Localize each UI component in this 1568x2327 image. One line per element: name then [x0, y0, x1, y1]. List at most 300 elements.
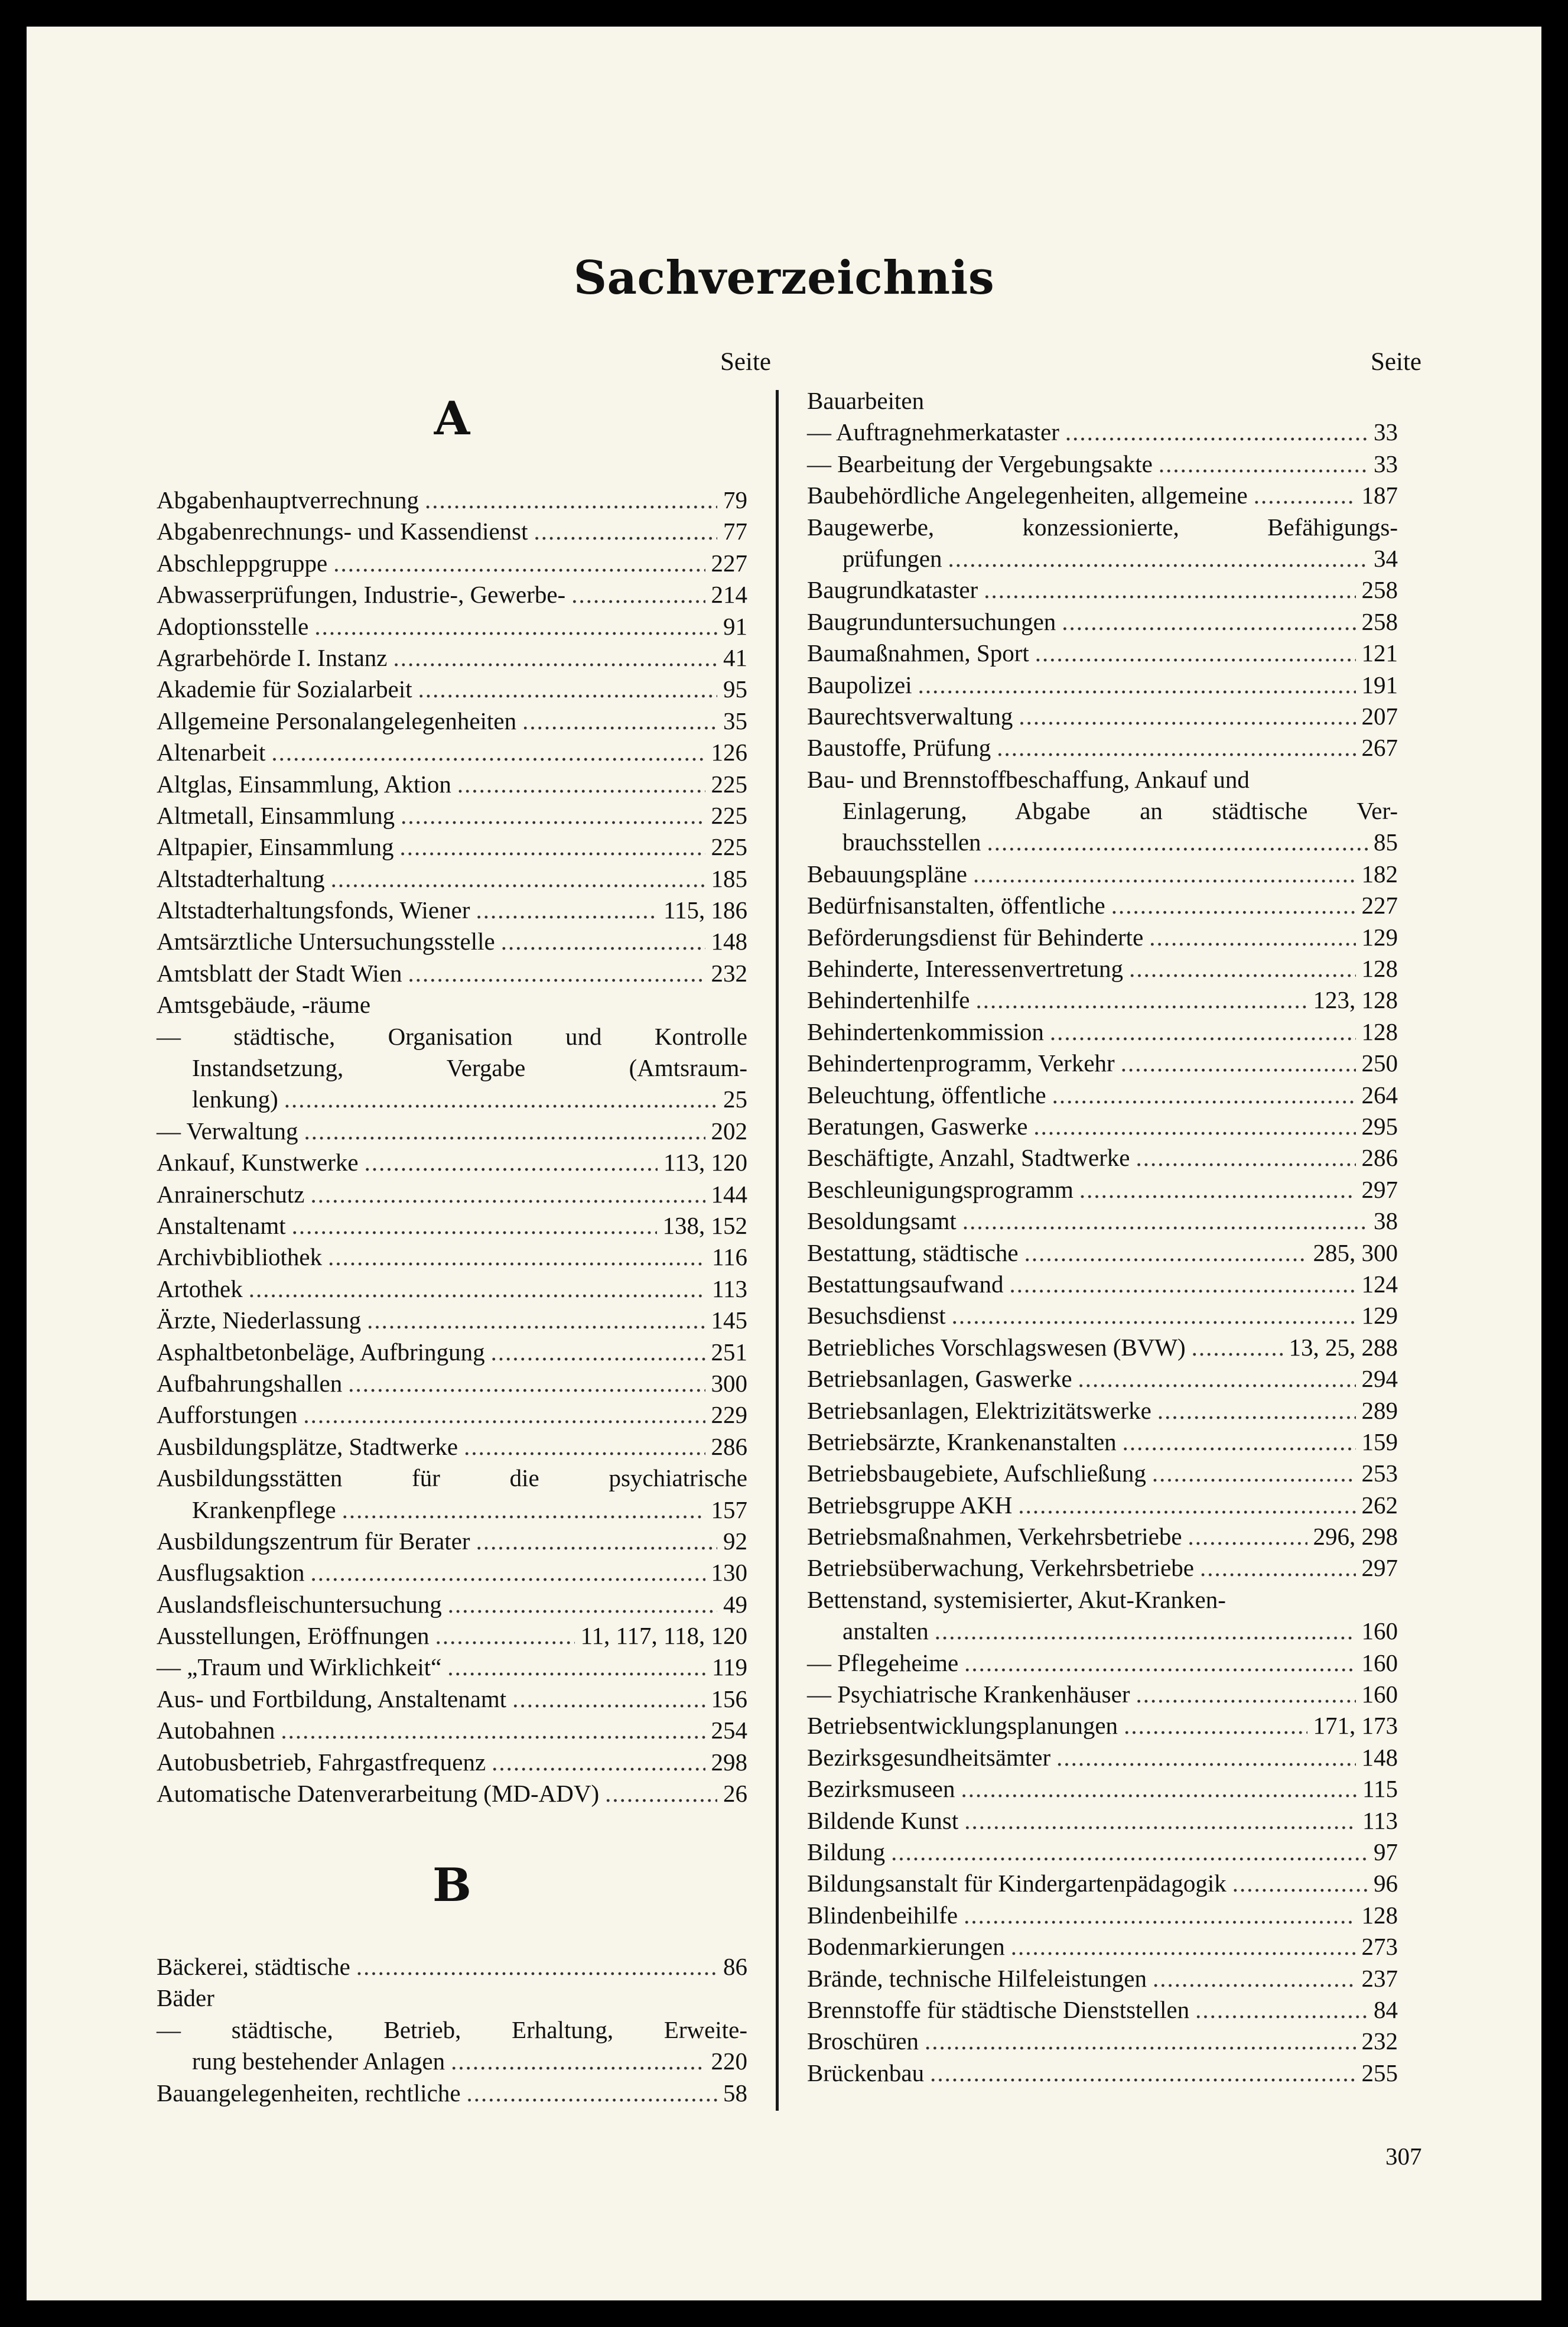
- dot-leader: [891, 1837, 1368, 1868]
- index-entry-page: 113: [1362, 1806, 1398, 1834]
- index-entry-term: Akademie für Sozialarbeit: [157, 675, 412, 703]
- dot-leader: [310, 1179, 705, 1210]
- dot-leader: [271, 737, 705, 768]
- index-entry-page: 298: [711, 1748, 747, 1776]
- index-entry: [807, 606, 1398, 638]
- index-entry-term: Betriebsbaugebiete, Aufschließung: [807, 1460, 1146, 1487]
- index-entry-page: 267: [1361, 734, 1398, 762]
- index-entry: [157, 1652, 747, 1683]
- dot-leader: [948, 543, 1368, 574]
- index-entry: [807, 1552, 1398, 1584]
- index-entry: [807, 512, 1398, 543]
- dot-leader: [249, 1273, 706, 1305]
- index-entry-term: Altmetall, Einsammlung: [157, 801, 395, 829]
- index-entry-page: 96: [1374, 1870, 1398, 1897]
- dot-leader: [964, 1647, 1355, 1679]
- index-entry-page: 237: [1361, 1964, 1398, 1992]
- dot-leader: [918, 670, 1356, 701]
- index-entry-term: Altpapier, Einsammlung: [157, 833, 394, 861]
- index-entry-term: Altstadterhaltung: [157, 864, 325, 892]
- index-entry-term: Bäder: [157, 1984, 214, 2012]
- dot-leader: [464, 1431, 705, 1462]
- index-entry-page: 227: [1361, 892, 1398, 919]
- index-entry-term: Baugrunduntersuchungen: [807, 607, 1056, 635]
- index-entry-term: Bodenmarkierungen: [807, 1933, 1005, 1961]
- dot-leader: [399, 831, 705, 863]
- dot-leader: [1129, 953, 1355, 984]
- dot-leader: [1050, 1016, 1356, 1048]
- index-entry: [157, 769, 747, 800]
- index-entry-page: 113, 120: [663, 1149, 747, 1176]
- index-entry: [807, 1773, 1398, 1805]
- index-entry-term: Beschleunigungsprogramm: [807, 1175, 1073, 1203]
- index-entry-term: Brückenbau: [807, 2059, 925, 2086]
- index-entry-term: Amtsgebäude, -räume: [157, 991, 371, 1019]
- index-entry-page: 128: [1361, 955, 1398, 983]
- index-entry-page: 160: [1361, 1617, 1398, 1645]
- dot-leader: [1152, 1458, 1356, 1489]
- dot-leader: [1011, 1931, 1356, 1962]
- index-entry-page: 182: [1361, 860, 1398, 888]
- index-entry: [157, 989, 747, 1020]
- index-entry: [807, 1584, 1398, 1616]
- dot-leader: [365, 1147, 658, 1178]
- index-entry: [807, 1332, 1398, 1363]
- index-entry-page: 116: [712, 1243, 747, 1271]
- index-entry-term: Betriebsanlagen, Elektrizitätswerke: [807, 1396, 1151, 1424]
- index-entry-term: Abschleppgruppe: [157, 549, 328, 577]
- index-entry-page: 156: [711, 1685, 747, 1712]
- dot-leader: [925, 2026, 1355, 2057]
- dot-leader: [1052, 1080, 1356, 1111]
- index-entry-page: 185: [711, 864, 747, 892]
- index-entry-page: 35: [723, 707, 747, 734]
- dot-leader: [476, 1526, 717, 1557]
- index-entry-page: 262: [1361, 1491, 1398, 1519]
- index-entry-term: Behinderte, Interessenvertretung: [807, 955, 1124, 983]
- dot-leader: [976, 984, 1307, 1016]
- index-entry-term: Bäckerei, städtische: [157, 1953, 350, 1980]
- dot-leader: [492, 1747, 705, 1778]
- seite-label-right: Seite: [1371, 348, 1421, 376]
- index-entry-term: Beförderungsdienst für Behinderte: [807, 923, 1144, 951]
- index-entry-term: Bezirksmuseen: [807, 1775, 955, 1803]
- dot-leader: [1200, 1552, 1356, 1584]
- index-entry-page: 41: [723, 644, 747, 671]
- index-entry-page: 113: [712, 1275, 747, 1302]
- dot-leader: [1232, 1868, 1368, 1899]
- index-entry: [807, 638, 1398, 669]
- dot-leader: [331, 863, 705, 895]
- index-entry-term: Betriebsgruppe AKH: [807, 1491, 1013, 1519]
- index-entry: [807, 480, 1398, 511]
- index-entry-page: 285, 300: [1313, 1239, 1398, 1266]
- index-entry-page: 49: [723, 1590, 747, 1618]
- index-entry-term: — städtische, Betrieb, Erhaltung, Erweite-: [157, 2016, 747, 2043]
- index-entry: [157, 1747, 747, 1778]
- index-entry: [157, 1052, 747, 1084]
- index-entry: [807, 543, 1398, 574]
- index-entry-page: 258: [1361, 576, 1398, 604]
- index-entry: [807, 1142, 1398, 1174]
- index-entry-term: — Auftragnehmerkataster: [807, 418, 1059, 446]
- dot-leader: [304, 1116, 705, 1147]
- index-entry: [157, 863, 747, 895]
- index-entry: [157, 1462, 747, 1494]
- dot-leader: [1153, 1963, 1356, 1994]
- dot-leader: [1024, 1237, 1307, 1269]
- index-entry-page: 157: [711, 1496, 747, 1523]
- dot-leader: [1079, 1174, 1356, 1205]
- index-entry-page: 207: [1361, 702, 1398, 730]
- index-entry-term: Brände, technische Hilfeleistungen: [807, 1964, 1147, 1992]
- right-column: [807, 27, 1421, 2300]
- index-entry: [157, 1715, 747, 1746]
- section-letter-a: A: [434, 392, 470, 446]
- dot-leader: [1009, 1269, 1355, 1300]
- index-entry-page: 160: [1361, 1681, 1398, 1708]
- dot-leader: [571, 579, 705, 610]
- index-entry-page: 126: [711, 739, 747, 766]
- dot-leader: [961, 1773, 1356, 1805]
- index-entry: [157, 1494, 747, 1526]
- index-entry: [157, 1778, 747, 1809]
- index-entry-term: Baurechtsverwaltung: [807, 702, 1013, 730]
- index-entry: [807, 2026, 1398, 2057]
- index-entry-term: — Verwaltung: [157, 1117, 298, 1145]
- dot-leader: [512, 1684, 705, 1715]
- index-entry-page: 253: [1361, 1460, 1398, 1487]
- index-entry-page: 38: [1374, 1207, 1398, 1235]
- index-entry-term: Bedürfnisanstalten, öffentliche: [807, 892, 1105, 919]
- index-entry: [157, 674, 747, 705]
- index-entry: [157, 2014, 747, 2046]
- dot-leader: [1019, 701, 1355, 732]
- index-entry-page: 191: [1361, 671, 1398, 698]
- index-entry: [807, 827, 1398, 858]
- dot-leader: [534, 516, 717, 547]
- index-entry-term: Ausbildungsplätze, Stadtwerke: [157, 1432, 458, 1460]
- index-entry-term: rung bestehender Anlagen: [192, 2048, 445, 2075]
- index-entry-page: 273: [1361, 1933, 1398, 1961]
- index-entry-term: Agrarbehörde I. Instanz: [157, 644, 388, 671]
- index-entry: [807, 1111, 1398, 1142]
- index-entry: [157, 1399, 747, 1431]
- index-entry: [807, 1837, 1398, 1868]
- index-entry: [807, 1963, 1398, 1994]
- dot-leader: [1018, 1490, 1355, 1521]
- index-entry-term: — Pflegeheime: [807, 1649, 959, 1676]
- dot-leader: [1159, 448, 1368, 480]
- index-entry: [157, 926, 747, 957]
- index-entry: [807, 1048, 1398, 1079]
- index-entry-page: 33: [1374, 450, 1398, 477]
- index-entry-page: 286: [1361, 1144, 1398, 1172]
- index-entry: [157, 1084, 747, 1115]
- index-entry-page: 25: [723, 1086, 747, 1113]
- dot-leader: [476, 895, 658, 926]
- index-entry-page: 123, 128: [1313, 986, 1398, 1014]
- dot-leader: [303, 1399, 705, 1431]
- dot-leader: [501, 926, 705, 957]
- index-entry-page: 159: [1361, 1428, 1398, 1455]
- index-entry: [157, 1179, 747, 1210]
- index-entry-page: 286: [711, 1432, 747, 1460]
- index-entry: [807, 1679, 1398, 1710]
- dot-leader: [1195, 1994, 1368, 2026]
- index-entry: [807, 1300, 1398, 1331]
- index-entry-term: Bettenstand, systemisierter, Akut-Kranken-: [807, 1585, 1226, 1613]
- index-entry-term: Altenarbeit: [157, 739, 266, 766]
- index-entry: [157, 1557, 747, 1588]
- index-entry-page: 128: [1361, 1018, 1398, 1045]
- index-entry: [807, 1521, 1398, 1552]
- index-entry-term: — Bearbeitung der Vergebungsakte: [807, 450, 1153, 477]
- index-entry: [807, 859, 1398, 890]
- index-entry: [807, 1269, 1398, 1300]
- index-entry: [157, 1982, 747, 2014]
- index-entry: [157, 2046, 747, 2077]
- index-entry-term: anstalten: [842, 1617, 929, 1645]
- index-entry-term: Anstaltenamt: [157, 1211, 286, 1239]
- index-entry-term: Altstadterhaltungsfonds, Wiener: [157, 896, 470, 924]
- dot-leader: [997, 732, 1355, 763]
- index-entry: [807, 1237, 1398, 1269]
- index-entry-term: Betriebliches Vorschlagswesen (BVW): [807, 1333, 1186, 1361]
- index-entry-page: 297: [1361, 1554, 1398, 1582]
- dot-leader: [1035, 638, 1356, 669]
- index-entry-page: 77: [723, 518, 747, 545]
- index-entry: [807, 1868, 1398, 1899]
- index-entry-page: 232: [711, 959, 747, 987]
- dot-leader: [522, 706, 717, 737]
- index-entry-term: Baupolizei: [807, 671, 912, 698]
- index-entry-page: 11, 117, 118, 120: [580, 1622, 747, 1650]
- dot-leader: [1123, 1426, 1356, 1458]
- dot-leader: [393, 642, 717, 674]
- index-entry-page: 129: [1361, 1302, 1398, 1330]
- dot-leader: [457, 769, 705, 800]
- dot-leader: [1078, 1363, 1356, 1395]
- index-entry-term: Behindertenprogramm, Verkehr: [807, 1049, 1115, 1077]
- index-entry-page: 225: [711, 770, 747, 798]
- dot-leader: [425, 485, 717, 516]
- index-entry-term: Automatische Datenverarbeitung (MD-ADV): [157, 1780, 600, 1808]
- index-entry-term: Beratungen, Gaswerke: [807, 1112, 1028, 1140]
- index-entry: [807, 1742, 1398, 1773]
- index-entry-term: Ausbildungsstätten für die psychiatrische: [157, 1464, 747, 1492]
- dot-leader: [1065, 417, 1368, 448]
- index-entry-term: Instandsetzung, Vergabe (Amtsraum-: [192, 1054, 747, 1082]
- index-entry-term: Artothek: [157, 1275, 243, 1302]
- index-entry: [807, 670, 1398, 701]
- index-entry-page: 26: [723, 1780, 747, 1808]
- dot-leader: [1033, 1111, 1355, 1142]
- index-list-b: [157, 1951, 747, 2109]
- index-entry-term: Bauangelegenheiten, rechtliche: [157, 2079, 461, 2107]
- index-entry-page: 229: [711, 1401, 747, 1429]
- dot-leader: [448, 1589, 717, 1620]
- dot-leader: [987, 827, 1368, 858]
- dot-leader: [314, 611, 717, 642]
- index-entry-term: Abgabenhauptverrechnung: [157, 486, 419, 514]
- index-entry-term: — „Traum und Wirklichkeit“: [157, 1653, 442, 1681]
- index-entry-term: Adoptionsstelle: [157, 612, 309, 640]
- index-entry: [157, 579, 747, 610]
- index-entry-page: 138, 152: [662, 1211, 747, 1239]
- index-entry-term: Baustoffe, Prüfung: [807, 734, 991, 762]
- index-entry-term: Bildung: [807, 1838, 886, 1866]
- index-entry-page: 148: [1361, 1743, 1398, 1771]
- index-entry-page: 171, 173: [1313, 1712, 1398, 1740]
- index-entry: [807, 1616, 1398, 1647]
- dot-leader: [292, 1210, 657, 1242]
- dot-leader: [281, 1715, 705, 1746]
- index-entry: [807, 1080, 1398, 1111]
- dot-leader: [408, 958, 705, 989]
- index-entry-page: 13, 25, 288: [1289, 1333, 1398, 1361]
- index-entry: [807, 1363, 1398, 1395]
- dot-leader: [1149, 922, 1355, 953]
- index-entry: [157, 516, 747, 547]
- index-entry: [807, 574, 1398, 606]
- dot-leader: [1056, 1742, 1355, 1773]
- index-entry-page: 297: [1361, 1175, 1398, 1203]
- index-entry-page: 92: [723, 1527, 747, 1555]
- dot-leader: [1124, 1710, 1307, 1741]
- index-entry-term: Bestattungsaufwand: [807, 1270, 1004, 1298]
- index-entry-term: Abwasserprüfungen, Industrie-, Gewerbe-: [157, 581, 566, 609]
- index-entry-page: 251: [711, 1338, 747, 1366]
- dot-leader: [451, 2046, 705, 2077]
- dot-leader: [333, 548, 705, 579]
- index-entry-page: 124: [1361, 1270, 1398, 1298]
- index-entry: [157, 1116, 747, 1147]
- index-entry-term: Amtsärztliche Untersuchungsstelle: [157, 928, 495, 956]
- index-entry-term: Allgemeine Personalangelegenheiten: [157, 707, 517, 734]
- dot-leader: [1121, 1048, 1356, 1079]
- index-entry-page: 294: [1361, 1365, 1398, 1393]
- index-entry-term: Behindertenkommission: [807, 1018, 1044, 1045]
- index-entry-term: Autobusbetrieb, Fahrgastfrequenz: [157, 1748, 486, 1776]
- index-entry-term: Ankauf, Kunstwerke: [157, 1149, 359, 1176]
- index-entry: [807, 764, 1398, 795]
- index-entry-page: 144: [711, 1180, 747, 1208]
- index-entry: [807, 1426, 1398, 1458]
- index-entry: [157, 1337, 747, 1368]
- dot-leader: [328, 1242, 706, 1273]
- dot-leader: [973, 859, 1356, 890]
- dot-leader: [952, 1300, 1356, 1331]
- dot-leader: [356, 1951, 717, 1982]
- index-entry-page: 202: [711, 1117, 747, 1145]
- dot-leader: [1111, 890, 1356, 921]
- index-entry: [807, 1647, 1398, 1679]
- index-entry: [807, 984, 1398, 1016]
- dot-leader: [342, 1494, 705, 1526]
- index-entry-page: 220: [711, 2048, 747, 2075]
- index-entry: [157, 1684, 747, 1715]
- index-entry-page: 119: [712, 1653, 747, 1681]
- index-entry: [157, 642, 747, 674]
- index-entry-page: 128: [1361, 1901, 1398, 1929]
- index-entry: [157, 1021, 747, 1052]
- dot-leader: [964, 1900, 1355, 1931]
- index-entry-page: 130: [711, 1559, 747, 1587]
- index-entry-term: Aufbahrungshallen: [157, 1369, 343, 1397]
- index-entry-term: Anrainerschutz: [157, 1180, 305, 1208]
- index-entry-page: 85: [1374, 828, 1398, 856]
- index-entry-term: prüfungen: [842, 544, 942, 572]
- index-entry-term: Einlagerung, Abgabe an städtische Ver-: [842, 797, 1398, 825]
- index-entry: [807, 890, 1398, 921]
- index-entry-term: lenkung): [192, 1086, 278, 1113]
- column-divider: [776, 390, 779, 2111]
- index-entry-term: Behindertenhilfe: [807, 986, 970, 1014]
- index-entry-page: 121: [1361, 639, 1398, 667]
- index-entry-term: Betriebsüberwachung, Verkehrsbetriebe: [807, 1554, 1194, 1582]
- index-entry-term: Ausflugsaktion: [157, 1559, 305, 1587]
- index-entry-page: 129: [1361, 923, 1398, 951]
- index-entry: [157, 800, 747, 831]
- index-entry-page: 97: [1374, 1838, 1398, 1866]
- index-entry: [807, 732, 1398, 763]
- index-entry: [157, 1620, 747, 1652]
- index-entry: [807, 385, 1398, 417]
- index-entry: [157, 1526, 747, 1557]
- index-entry-term: Autobahnen: [157, 1717, 275, 1744]
- dot-leader: [367, 1305, 705, 1336]
- index-entry-page: 58: [723, 2079, 747, 2107]
- index-entry: [157, 548, 747, 579]
- dot-leader: [284, 1084, 717, 1115]
- dot-leader: [1192, 1332, 1283, 1363]
- index-entry: [807, 1900, 1398, 1931]
- index-entry: [807, 953, 1398, 984]
- index-entry-term: Betriebsanlagen, Gaswerke: [807, 1365, 1072, 1393]
- index-entry: [157, 1242, 747, 1273]
- index-entry-term: Aus- und Fortbildung, Anstaltenamt: [157, 1685, 507, 1712]
- index-entry-term: Broschüren: [807, 2027, 919, 2055]
- index-entry-term: Brennstoffe für städtische Dienststellen: [807, 1996, 1190, 2023]
- index-entry-term: Besoldungsamt: [807, 1207, 957, 1235]
- index-entry: [807, 1490, 1398, 1521]
- dot-leader: [1157, 1395, 1356, 1426]
- index-entry-page: 214: [711, 581, 747, 609]
- index-entry-page: 289: [1361, 1396, 1398, 1424]
- dot-leader: [435, 1620, 575, 1652]
- index-entry: [157, 1951, 747, 1982]
- index-entry-page: 34: [1374, 544, 1398, 572]
- index-entry-page: 95: [723, 675, 747, 703]
- dot-leader: [447, 1652, 706, 1683]
- index-entry-page: 225: [711, 833, 747, 861]
- index-entry-page: 232: [1361, 2027, 1398, 2055]
- dot-leader: [1136, 1679, 1356, 1710]
- index-entry-page: 255: [1361, 2059, 1398, 2086]
- index-entry-term: Ärzte, Niederlassung: [157, 1306, 362, 1334]
- index-entry: [157, 706, 747, 737]
- index-entry-term: Bau- und Brennstoffbeschaffung, Ankauf und: [807, 765, 1250, 793]
- index-entry-page: 225: [711, 801, 747, 829]
- dot-leader: [984, 574, 1355, 606]
- index-entry: [807, 1395, 1398, 1426]
- dot-leader: [1254, 480, 1356, 511]
- index-entry: [157, 1368, 747, 1399]
- index-entry-term: Besuchsdienst: [807, 1302, 946, 1330]
- index-entry: [157, 485, 747, 516]
- dot-leader: [467, 2078, 717, 2109]
